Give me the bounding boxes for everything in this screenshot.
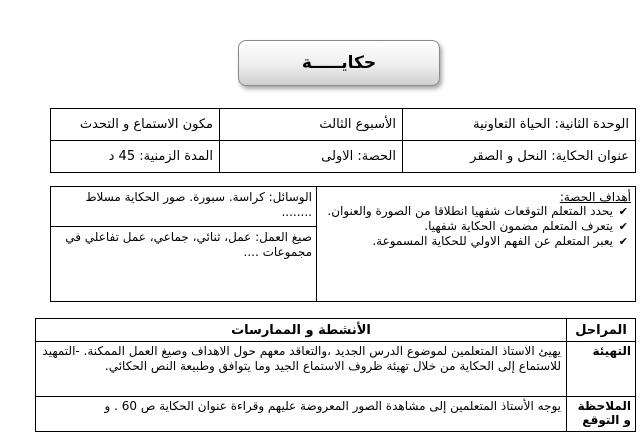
goal-item: ✔ يحدد المتعلم التوقعات شفهيا انطلاقا من الصورة والعنوان. <box>321 204 613 219</box>
lesson-title: حكايـــــة <box>301 53 377 73</box>
goals-list <box>321 204 631 249</box>
stages-header: المراحل <box>567 319 636 342</box>
week-cell: الأسبوع الثالث <box>220 109 403 141</box>
goal-item: ✔ يتعرف المتعلم مضمون الحكاية شفهيا. <box>321 219 613 234</box>
info-row <box>51 109 636 141</box>
session-cell: الحصة: الاولى <box>220 141 403 173</box>
stage-cell: الملاحظة و التوقع <box>567 397 636 432</box>
story-title-cell: عنوان الحكاية: النحل و الصقر <box>403 141 636 173</box>
activity-row <box>36 342 636 397</box>
goals-table <box>50 186 636 302</box>
resources-cell <box>51 187 317 302</box>
info-row <box>51 141 636 173</box>
activity-text: يهيئ الاستاذ المتعلمين لموضوع الدرس الجديد ،والتعاقد معهم حول الاهداف وصيغ العمل الممكنة. -التمهيد للاستماع إلى الحكاية من خلال تهيئة ظروف الاستماع الجيد وما يتوافق وطبيعة النص الحكائي. <box>36 342 567 397</box>
work-forms-text: صيغ العمل: عمل، ثنائي، جماعي، عمل تفاعلي في مجموعات .... <box>51 226 316 260</box>
tools-text: الوسائل: كراسة. سبورة. صور الحكاية مسلاط ........ <box>85 190 312 219</box>
goals-row <box>51 187 636 302</box>
goal-item: ✔ يعبر المتعلم عن الفهم الاولي للحكاية المسموعة. <box>321 234 613 249</box>
duration-cell: المدة الزمنية: 45 د <box>51 141 220 173</box>
goals-cell <box>317 187 636 302</box>
activity-text: يوجه الأستاذ المتعلمين إلى مشاهدة الصور المعروضة عليهم وقراءة عنوان الحكاية ص 60 . و <box>36 397 567 432</box>
component-cell: مكون الاستماع و التحدث <box>51 109 220 141</box>
activities-table <box>35 318 636 432</box>
activities-header-row <box>36 319 636 342</box>
unit-cell: الوحدة الثانية: الحياة التعاونية <box>403 109 636 141</box>
lesson-title-box <box>238 40 440 86</box>
stage-cell: التهيئة <box>567 342 636 397</box>
goals-heading: أهداف الحصة: <box>559 190 631 204</box>
activity-row <box>36 397 636 432</box>
lesson-info-table <box>50 108 636 173</box>
activities-header: الأنشطة و الممارسات <box>36 319 567 342</box>
